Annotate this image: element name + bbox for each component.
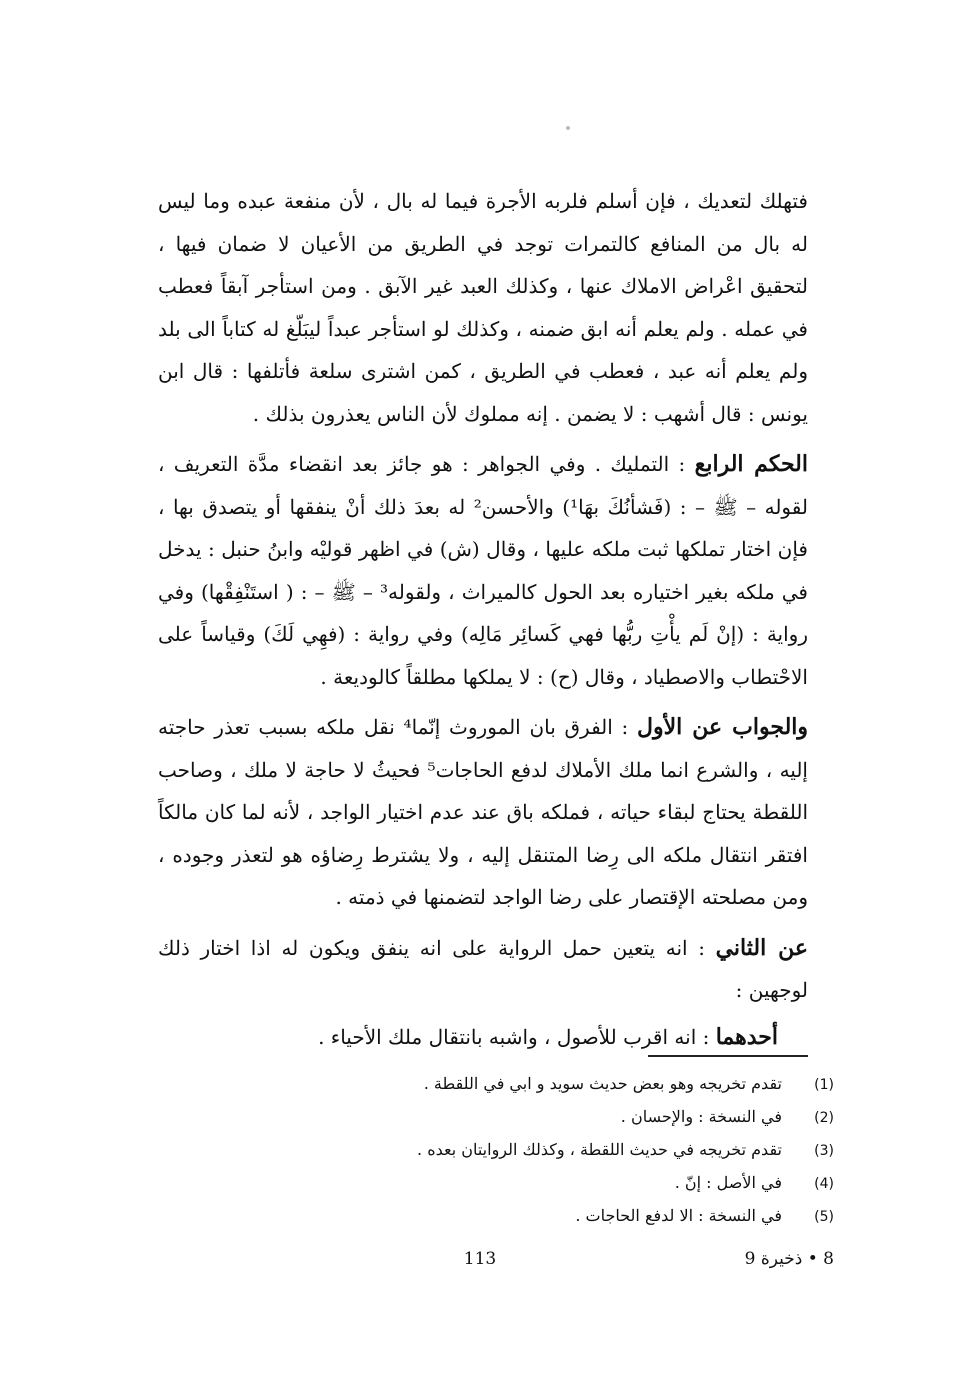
footnote-number: (3) — [814, 1143, 834, 1159]
paragraph-4-heading: عن الثاني — [715, 934, 808, 961]
footnote-item — [250, 1101, 834, 1134]
footnotes — [250, 1068, 834, 1233]
footnote-number: (2) — [814, 1110, 834, 1126]
footnote-number: (1) — [814, 1077, 834, 1093]
footnote-text: في النسخة : الا لدفع الحاجات . — [575, 1206, 782, 1225]
footnote-divider — [648, 1055, 808, 1057]
footnote-text: في النسخة : والإحسان . — [620, 1107, 782, 1126]
paragraph-3 — [158, 706, 808, 919]
footnote-item — [250, 1167, 834, 1200]
paragraph-5-heading: أحدهما — [715, 1023, 778, 1050]
footnote-text: تقدم تخريجه وهو بعض حديث سويد و ابي في اللقطة . — [423, 1074, 782, 1093]
footnote-number: (4) — [814, 1176, 834, 1192]
paragraph-4 — [158, 927, 808, 1012]
paragraph-3-text: : الفرق بان الموروث إنّما⁴ نقل ملكه بسبب تعذر حاجته إليه ، والشرع انما ملك الأملاك لدفع الحاجات⁵ فحيثُ لا حاجة لا ملك ، وصاحب اللقطة يحتاج لبقاء حياته ، فملكه باق عند عدم اختيار الواجد ، لأنه لما كان مالكاً افتقر انتقال ملكه الى رِضا المتنقل إليه ، ولا يشترط رِضاؤه هو لتعذر وجوده ، ومن مصلحته الإقتصار على رضا الواجد لتضمنها في ذمته . — [158, 715, 808, 909]
footnote-item — [250, 1200, 834, 1233]
paragraph-3-heading: والجواب عن الأول — [637, 714, 809, 740]
paragraph-5 — [158, 1016, 808, 1059]
footnote-item — [250, 1068, 834, 1101]
paragraph-4-text: : انه يتعين حمل الرواية على انه ينفق ويكون له اذا اختار ذلك لوجهين : — [158, 935, 808, 1002]
page-number: 113 — [463, 1249, 497, 1269]
paragraph-2-heading: الحكم الرابع — [694, 451, 808, 477]
footnote-item — [250, 1134, 834, 1167]
footnote-text: في الأصل : إنّ . — [674, 1173, 782, 1192]
scan-speck — [566, 126, 570, 130]
paragraph-1-text: فتهلك لتعديك ، فإن أسلم فلربه الأجرة فيما له بال ، لأن منفعة عبده وما ليس له بال من المنافع كالتمرات توجد في الطريق من الأعيان لا ضمان فيها ، لتحقيق اعْراض الاملاك عنها ، وكذلك العبد غير الآبق . ومن استأجر آبقاً فعطب في عمله . ولم يعلم أنه ابق ضمنه ، وكذلك لو استأجر عبداً ليبَلّغ له كتاباً الى بلد ولم يعلم أنه عبد ، فعطب في الطريق ، كمن اشترى سلعة فأتلفها : قال ابن يونس : قال أشهب : لا يضمن . إنه مملوك لأن الناس يعذرون بذلك . — [158, 189, 808, 426]
footnote-number: (5) — [814, 1209, 834, 1225]
main-text — [158, 180, 808, 1058]
paragraph-2 — [158, 443, 808, 698]
paragraph-2-text: : التمليك . وفي الجواهر : هو جائز بعد انقضاء مدَّة التعريف ، لقوله – ﷺ – : (فَشأنُكَ بهَا¹) والأحسن² له بعدَ ذلك أنْ ينفقها أو يتصدق بها ، فإن اختار تملكها ثبت ملكه عليها ، وقال (ش) في اظهر قوليْه وابنُ حنبل : يدخل في ملكه بغير اختياره بعد الحول كالميراث ، ولقوله³ – ﷺ – : ( استَنْفِقْها) وفي رواية : (إنْ لَم يأْتِ ربُّها فهي كَسائِر مَالِه) وفي رواية : (فهِي لَكَ) وقياساً على الاحْتطاب والاصطياد ، وقال (ح) : لا يملكها مطلقاً كالوديعة . — [158, 452, 808, 689]
paragraph-1 — [158, 180, 808, 435]
printer-signature: 8 • ذخيرة 9 — [744, 1249, 834, 1269]
footnote-text: تقدم تخريجه في حديث اللقطة ، وكذلك الروايتان بعده . — [417, 1140, 782, 1159]
paragraph-5-text: : انه اقرب للأصول ، واشبه بانتقال ملك الأحياء . — [318, 1024, 710, 1049]
